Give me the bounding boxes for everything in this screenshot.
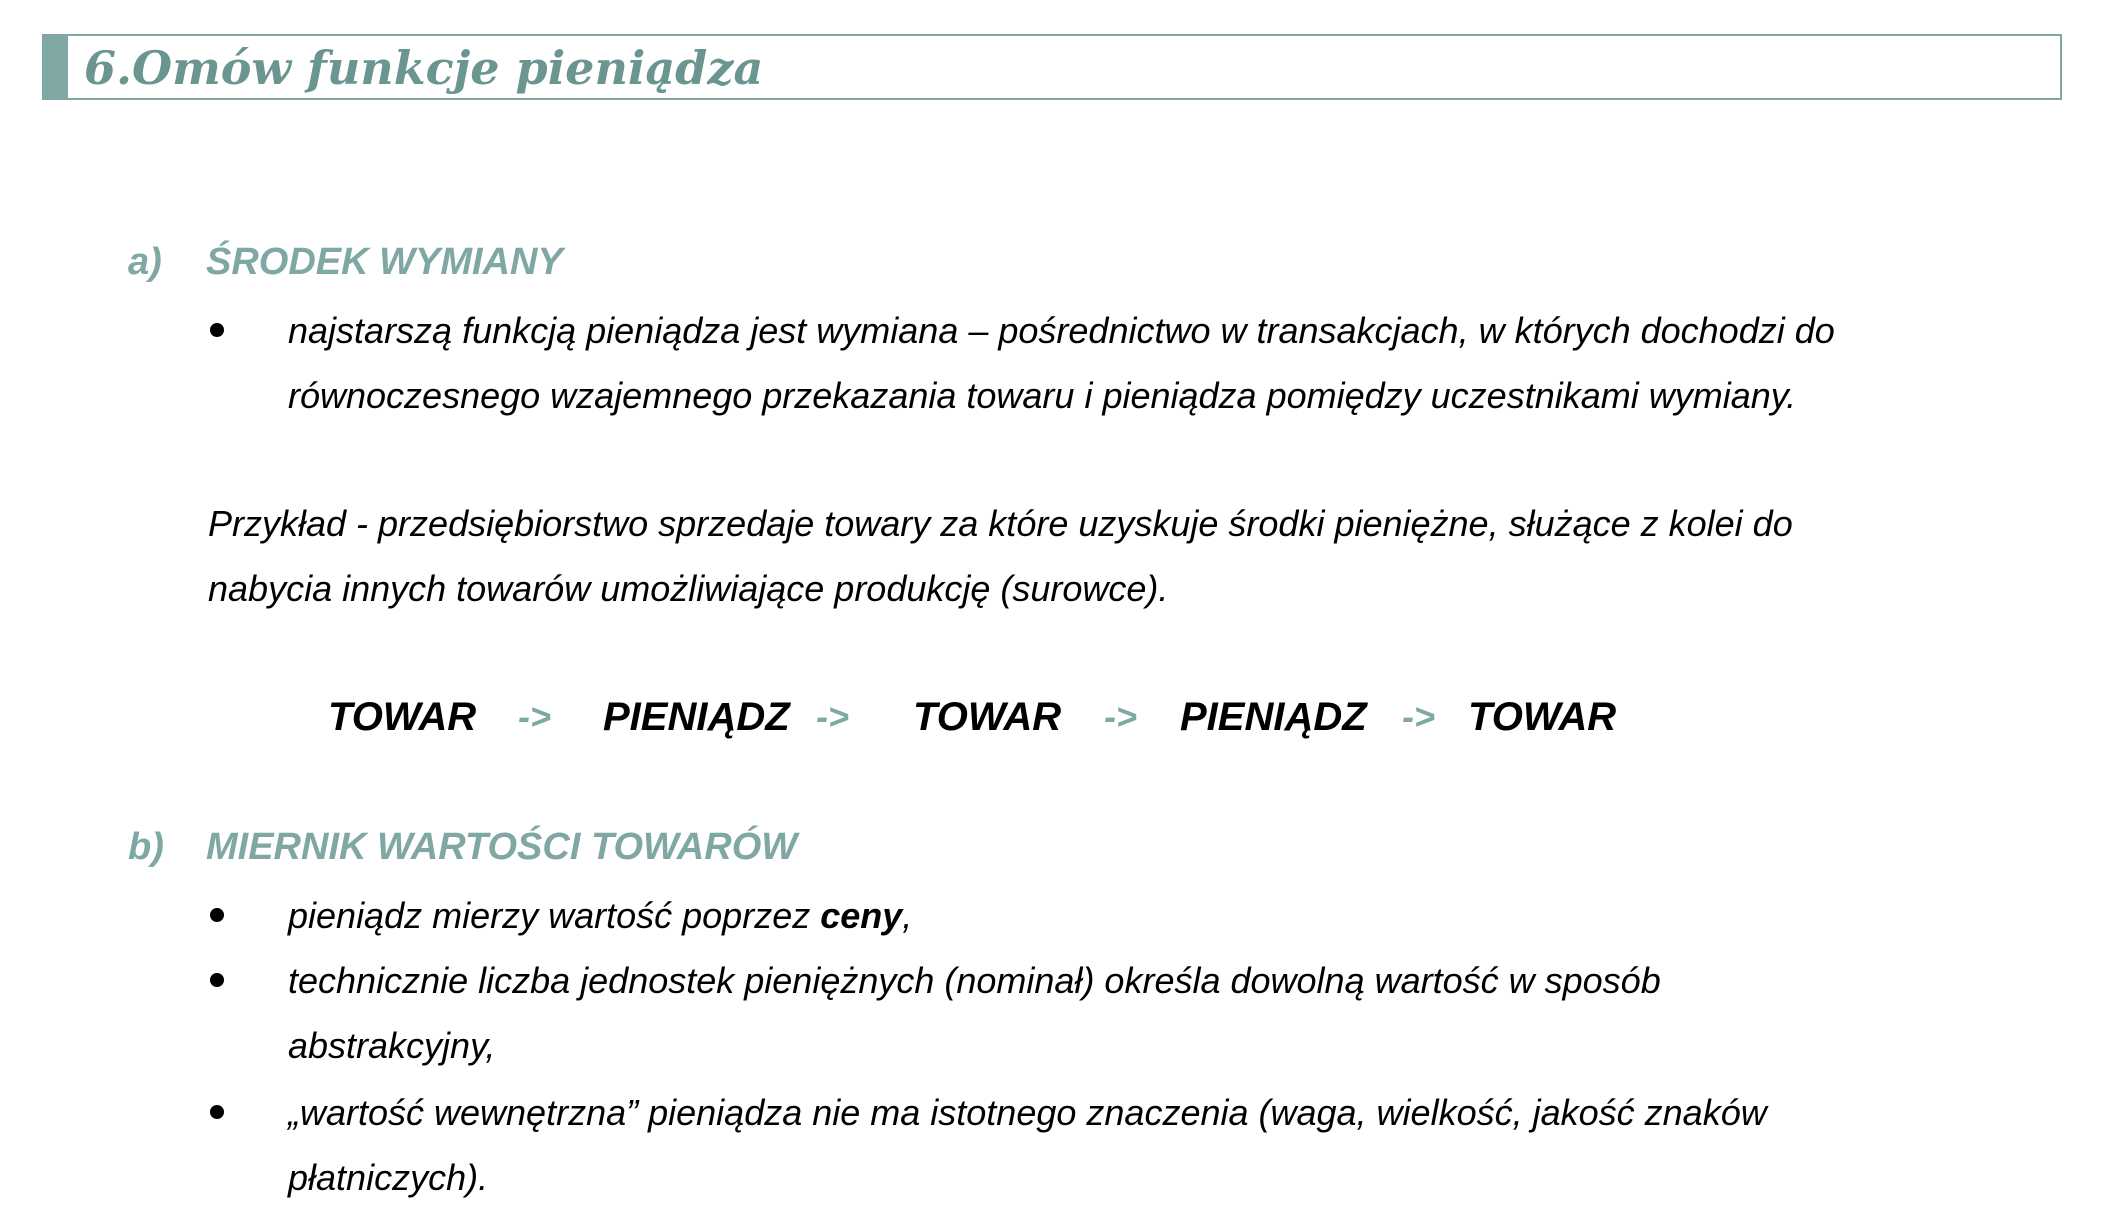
section-a-title: ŚRODEK WYMIANY xyxy=(206,241,563,283)
page-title: 6.Omów funkcje pieniądza xyxy=(84,41,764,95)
flow-item-4: PIENIĄDZ xyxy=(1180,695,1367,739)
heading-accent-bar xyxy=(44,36,68,98)
section-b-title: MIERNIK WARTOŚCI TOWARÓW xyxy=(206,826,798,868)
section-a-marker: a) xyxy=(128,241,162,283)
bullet-icon xyxy=(210,908,224,922)
flow-arrow-3: -> xyxy=(1104,696,1138,737)
bullet-icon xyxy=(210,1105,224,1119)
flow-arrow-2: -> xyxy=(816,696,850,737)
section-a-bullet-1-line-1: najstarszą funkcją pieniądza jest wymiana – pośrednictwo w transakcjach, w których dochodzi do xyxy=(288,310,1835,351)
flow-item-1: TOWAR xyxy=(328,695,477,739)
section-b-bullet-1-suffix: , xyxy=(902,895,913,936)
flow-item-2: PIENIĄDZ xyxy=(603,695,790,739)
section-b-bullet-2-line-2: abstrakcyjny, xyxy=(288,1025,496,1066)
flow-arrow-4: -> xyxy=(1402,696,1436,737)
section-a-bullet-1-line-2: równoczesnego wzajemnego przekazania towaru i pieniądza pomiędzy uczestnikami wymiany. xyxy=(288,375,1797,416)
section-b-bullet-3-line-1: „wartość wewnętrzna” pieniądza nie ma istotnego znaczenia (waga, wielkość, jakość znaków xyxy=(288,1092,1767,1133)
heading-box xyxy=(42,34,2062,100)
section-a-example-line-2: nabycia innych towarów umożliwiające produkcję (surowce). xyxy=(208,568,1169,609)
bullet-icon xyxy=(210,973,224,987)
section-b-bullet-2-line-1: technicznie liczba jednostek pieniężnych (nominał) określa dowolną wartość w sposób xyxy=(288,960,1661,1001)
section-a-heading xyxy=(128,237,728,287)
bullet-icon xyxy=(210,323,224,337)
flow-item-5: TOWAR xyxy=(1468,695,1617,739)
section-b-bullet-1 xyxy=(288,883,912,948)
section-b-heading xyxy=(128,822,928,872)
flow-item-3: TOWAR xyxy=(913,695,1062,739)
flow-arrow-1: -> xyxy=(518,696,552,737)
section-b-bullet-3-line-2: płatniczych). xyxy=(288,1157,489,1198)
section-b-bullet-1-bold: ceny xyxy=(820,895,903,936)
section-b-marker: b) xyxy=(128,826,164,868)
section-b-bullet-1-text: pieniądz mierzy wartość poprzez xyxy=(288,895,821,936)
section-a-example-line-1: Przykład - przedsiębiorstwo sprzedaje towary za które uzyskuje środki pieniężne, służące z kolei do xyxy=(208,503,1793,544)
